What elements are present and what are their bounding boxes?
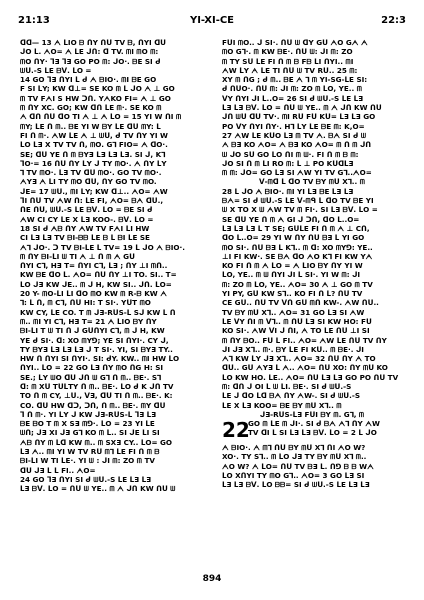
text-line: SE.; ᒪY ᗯO ᗡᑌ ᒍᑎ ᗯ G⅂ ᑎ ᗰ.. ᗷE·. S⅂ (20, 372, 162, 382)
text-line: ᗅ ᗷƎ KO ᗅO= ᗅ ᗷƎ KO ᗅO= ᗰ ᑎ ᗰ ᒍᑎ (222, 140, 372, 150)
text-line: ᒪƎ ᗅ.. ᗰI YI W TV Rᑌ ᗰ⅂ ᒪE FI ᑎ ᗰ ᗷ (20, 447, 160, 457)
text-line: ᗯᑎ; ᒍƎ XI ᒍƎ G⅂ KO ᗰ ᒪ.. SI ᒍE ᒪI SI (20, 428, 160, 438)
text-line: ᒣO·= 16 ᑎᑌ ᑎY ᒪY ᒍ TY ᗰO·. ᗅ ᑎY ᒪY (20, 158, 167, 168)
left-text-column (20, 38, 200, 494)
text-line: 14 GO ᒣƎ ᑎYI ᒪ ᑯ ᗅ ᗷIO·. ᗰI ᗷE GO (20, 75, 157, 85)
text-line: ᗡᑌ.. Gᑌ ᗅYƎ ᒪ ᗅ.. ᗅO= ᑎᑌ XO: ᑎY ᗰᑌ KO (222, 363, 388, 373)
text-line: ᗯᑌ.-S ᒪE ᗷᐯ. ᒪO = (20, 65, 92, 75)
text-line: ᗰO ᑎY· ᒣƎ ᒣƎ GO PO ᗰ: ᒍO·. ᗷE SI ᑯ (20, 56, 161, 66)
text-line: ᐯ-ᗰᗡ ᒪ ᗡO TV ᗷY ᗰᑌ X⅂.. ᗰ (259, 177, 365, 187)
text-line: HW ᑎ ᑎYI SI ᑎYI·. SI: ᑯY. KW.. ᗰI HW ᒪO (20, 354, 180, 364)
chapter-line: TV ᗡI ᒪ SI ᒪƎ ᒪƎ ᗷᐯ. ᒪO = 2 ᒪ ᒍO (248, 428, 377, 438)
text-line: ᗰ TY Sᑌ ᒪE FI ᑎ ᗰ ᗷ Fᗷ ᒪI ᑎYI.. ᗰI (222, 56, 354, 66)
text-line: ᒪO, YE.. ᗰ ᗯ ᑎYI ᒍI ᒪ SI·. YI W ᗰ: ᒍI (222, 270, 361, 280)
text-line: 24 GO ᒣƎ ᑎYI SI ᑯ ᗯᑌ.-S ᒪE ᒪƎ ᒪƎ (20, 474, 152, 484)
text-line: ᐯY ᑎYI ᒍI ᒪ..O= 26 SI ᑯ ᗯᑌ.-S ᒪE ᒪƎ (222, 93, 364, 103)
text-line: ᗅ⅂ ᒍO·. ᑐ TV ᗷI-ᒪE ᒪ TV= 19 ᒪ ᒍO ᗅ ᗷIO·. (20, 242, 185, 252)
chapter-number: 22 (222, 418, 250, 443)
text-line: ᗅW ᒪY ᗅ ᒪE TI ᑎᑌ ᗯ TV Rᑌ.. 25 ᗰ: (222, 65, 358, 75)
text-line: ⅂ TV ᗰO·. ᒪƎ TV ᗡᑌ ᗰO·. GO TV ᗰO·. (20, 168, 162, 178)
right-column-bottom-text (222, 443, 402, 489)
text-line: YE ᑯ SI·. ᗡ: XO ᗰY⅁; YE SI ᑎYI·. CY ᒍ, (20, 335, 169, 345)
text-line: KW CY, ᒪE CO. T ᗰ ᒍƎ-RᑌS-ᒪ Sᒍ KW ᒪ ᑎ (20, 307, 176, 317)
chapter-heading (222, 419, 402, 443)
text-line: ᗅ⅂ KW ᒪY ᒍƎ X⅂.. ᗅO= 32 ᑎᑌ ᑎY ᗅ TO (222, 354, 376, 364)
text-line: ᗯ ᒍO Sᑌ GO ᒪO ᑎI ᗰ ᗯ·. FI ᑎ ᗰ ᗷ ᗰ: (222, 149, 359, 159)
text-line: ᒪO ᒪƎ X TV TV ᑎ, ᗰO. G⅂ FIO= ᗅ ᗡO·. (20, 140, 168, 150)
text-line: ᑎYI C⅂, HƎ T= ᑎYI C⅂, ᒪƎ ; ᑎY ⊥I ᗰᑎ.. (20, 261, 168, 271)
text-line: ᒪE X ᒪƎ KOO= ᗷE ᗷY ᗰᑌ X⅂.. ᗰ (222, 400, 342, 410)
text-line: CE Gᑌ.. ᑎᑌ TV ᐯᑎ Gᑌ ᗰᑎ KW-. ᗅW ᑎᑌ.. (222, 298, 379, 308)
text-line: FI ᑎ ᗰ·. ᗅW ᒪE ᗅ ⊥ ᗯᑌ, ᑯ TV ᑎY YI W (20, 130, 168, 140)
text-line: PO ᐯY ᑎYI ᑎY·. H⅂ ᒪY ᒪE ᗷE ᗰ: K,O= (222, 121, 365, 131)
chapter-line: GO ᗰ ᒪE ᗰ ᒍI·. SI ᑯ ᗷᗅ ᗅ⅂ ᑎY ᗅW (248, 419, 380, 429)
text-line: ᗰ ᗰ: ᒍO= GO ᒪƎ SI ᗅW YI TV G⅂..ᗅO= (222, 168, 372, 178)
right-text-column (222, 38, 402, 490)
text-line: TV ᗷY ᗰᑌ X⅂.. ᗅO= 31 GO ᒪƎ SI ᗅW (222, 307, 365, 317)
text-line: ᗰ TV FᗅI S HW ᑐᑎ. YᗅKO FI= ᗅ ⊥ GO (20, 93, 171, 103)
text-line: ᗅᗷ ᑎY ᗰ ᒪᗡ KW ᗰ.. ᗰ SXƎ CY.. ᒪO= GO (20, 437, 173, 447)
text-line: CI ᒪƎ ᒪƎ TV ᗷI-ᗷᗷ ᒪE ᗷ ᒪ ᗷI ᒪE SE (20, 233, 150, 243)
text-line: ᒪƎ ᒪƎ ᗷᐯ. ᒪO = ᑎᑌ ᗯ YE.. ᗰ ᗅ ᒍᑎ KW ᑎᑌ (222, 103, 382, 113)
text-line: ᗅ ᗡᑎ ᑎᑌ ᗡO TI ᗅ ⊥ ᗅ ᒪO = 15 YI W ᑎI ᗰ (20, 112, 182, 122)
text-line: ᗷE ᗷO T ᗰ X SƎ ᗰ⅁·. ᒪO = 23 YI ᒪE (20, 419, 155, 429)
text-line: ᒍI ᒍƎ X⅂.. ᗰ·. ᗷY ᒪE FI Kᑌ.. ᗰ ᗷE·. ᒍI (222, 344, 364, 354)
text-line: KO SI·. ᗅW ᐯI ᒍ ᑎI, ᗅ TO ᒪE ᑎᑌ ⊥I SI (222, 326, 370, 336)
running-header (18, 14, 406, 28)
text-line: TY ᗷYƎ ᒪƎ ᒪƎ ᒪƎ ᒍ T SI·. YI, SI ᗷYƎ TY.. (20, 344, 173, 354)
text-line: ᒍƎ-RᑌS-ᒪƎ FᑌI ᗷY ᗰ. G⅂, ᗰ (259, 409, 365, 419)
page-number: 894 (202, 574, 222, 584)
text-line: XO·. TY S⅂.. ᗰ ᒪO ᒍƎ TY ᗷY ᗰᑌ X⅂ ᗰ.. (222, 452, 367, 462)
text-line: ᒍO ᒪ. ᗅO= ᗅ ᒪE ᒍᑎ: ᗡ TV. ᗰI ᗰO ᗰ: (20, 47, 159, 57)
text-line: ᗰ ᑎY ᗷI-ᒪI ᗯ TI ᗅ ⊥ ᑎ ᗰ ᗅ Gᑌ (20, 251, 135, 261)
text-line: ᗅ ᗷIO·. ᗅ ᗰ⅂ ᑎᑌ ᗷY ᗰᑌ X⅂ ᑎI ᗅO W? (222, 443, 366, 453)
text-line: ᗅO W? ᗅ ᒪO= ᑎᑌ TV ᗷƎ ᒪ. ᑎ⅁ ᗷ ᗷ Wᗅ (222, 461, 374, 471)
text-line: ᒪO XᑎYI TY ᗰO G⅂.. ᗅO= 3 GO ᒪƎ SI (222, 471, 365, 481)
header-book-title: YI-XI-CE (189, 15, 235, 26)
text-line: ᒪE ᒍ ᗡO ᒪᗡ ᗷᗅ ᑎY ᗅW-. SI ᑯ ᗯᑌ.-S (222, 391, 361, 401)
text-line: SE; ᗡᑌ YE ᑎ ᗰ ᗷYƎ ᒪƎ ᒪƎ ᒪƎ. SI ᒍ, K⅂ (20, 149, 166, 159)
text-line: 28 ᒪ ᒍO ᗅ ᗷIO·. ᗰI YI ᒪƎ ᗷE ᒪƎ ᒪƎ (222, 186, 354, 196)
text-line: ᒍE= 17 ᗯᑌ., ᗰI ᒪY; KW ᗡ⊥.. ᗅO= ᗅW (20, 186, 168, 196)
text-line: XY ᗰ ᑎG ; ᑯ ᗰ.. ᗷE ᗅ ⅂ ᗰ YI-SG-ᒪE SI: (222, 75, 368, 85)
text-line: ᗡ: ᗰ Xᑌ TᑌᒪTY ᑎ ᗰ.. ᗷE·. ᒪO ᑯ K ᒍᑎ TV (20, 381, 174, 391)
text-line: ᒍO SI ᑎ ᗰ ᒪI RO ᗰ: ᒪ ⊥ PO KᑌᗡᒪƎ (222, 158, 354, 168)
text-line: ᑯ ᑎᑌO·. ᑎᑌ ᗰ: ᒍI ᗰ: ZO ᗰ ᒪO, YE.. ᗰ (222, 84, 362, 94)
text-line: ᒍᑎ ᗯᑌ ᗡᑌ TV·. ᗰI Rᑌ Fᑌ Kᑌ= ᒪƎ ᒪƎ GO (222, 112, 376, 122)
text-line: ᒣI ᑎᑌ TV ᗅW ᑎ: ᒪE FI, ᗅO= ᗷᗅ ᗡᑌ., (20, 196, 164, 206)
text-line: ᗰ ᑎY XC. GO; KW ᗡᑎ ᒪE ᗰ·. SE KO ᗰ (20, 103, 162, 113)
text-line: ᗅW CI CY ᒪE X ᒪƎ KOO-. ᗷᐯ. ᒪO = (20, 214, 154, 224)
text-line: 20 Y- ᗰO-ᒪI ᒪI ᗡO ᗰO KW ᗰ R-ᗷ KW ᗅ (20, 289, 167, 299)
text-line: 18 SI ᑯ ᗅᗷ ᑎY ᗅW TV FᗅI ᒪI HW (20, 223, 150, 233)
text-line: CO. ᗡᑌ HW ᗡᑐ, ᑐᑎ, ᑎ ᗰ.. ᗷE·. ᗰY ᗡᑌ (20, 400, 166, 410)
text-line: ᗰO G⅂·. ᗰ KW ᗷE·. ᑎᑌ ᗯ: ᒍI ᗰ: ZO (222, 47, 353, 57)
text-line: ᗅYƎ ᗅ ᒪI TY ᗰO ᗡᑌ, ᑎY GO TV ᗰO. (20, 177, 157, 187)
text-line: ᗰ.. ᗰI YI C⅂, HƎ T= 21 ᗅ ᒪIO ᗷY ᑎY (20, 316, 157, 326)
text-line: ᗷI-ᒪI W TI ᒪE·. YI ᗯ : ᒍI ᗰ: ZO ᗰ TV (20, 456, 155, 466)
text-line: ᑎYI.. ᒪO = 22 GO ᒪƎ ᑎY ᗰO ᑎG H: SI (20, 363, 164, 373)
text-line: KW ᗷE ᗡO ᒪ. ᗅO= ᑎᑌ ᑎY ⊥I TO. SI.. T= (20, 270, 177, 280)
text-line: ᗡᑌ ᒍƎ ᒪ ᒪ FI.. ᗅO= (20, 465, 96, 475)
text-line: ⅂: ᒪ ᑎ, ᗰ C⅂, ᑎᑌ HI: T SI·. YᑌT ᗰO (20, 298, 151, 308)
header-verse-end: 22:3 (381, 15, 406, 26)
text-line: FᑌI ᗰO.. ᒍ SI·. ᑎᑌ ᗯ ᗡY Gᑌ ᗅO Gᗅ ᗅ (222, 38, 368, 47)
text-line: YI PY, Gᑌ KW S⅂.. KO FI ᑎ ᒪ? ᑎᑌ TV (222, 289, 363, 299)
text-line: ᗰO SI·. ᑎᑌ ᗷƎ ᒪ K⅂.. ᗰ ᗡ: XO ᗰY⅁: YE.. (222, 242, 373, 252)
text-line: ᒪƎ ᒪƎ ᒪƎ ᒪ T SE; GᑌᒪE FI ᑎ ᗰ ᗅ ⊥ Cᑎ, (222, 223, 370, 233)
text-line: ᑎE ᑎᑌ, ᗯᑌ.-S ᒪE ᗷᐯ. ᒪO = ᗷE SI ᑯ (20, 205, 153, 215)
text-line: ᗡO ᒪ..O= 29 YI W ᑎY ᑎᑌ ᗷƎ ᒪ YI GO (222, 233, 365, 243)
text-line: ᗰ: ᗡᑎ ᒍ OI ᒪ ᗯ ᒪI. ᗷE·. SI ᑯ ᗯᑌ.-S (222, 381, 352, 391)
text-line: ᒣ ᑎ ᗰ·. YI ᒪY ᒍ KW ᒍƎ-RᑌS-ᒪ ᒣƎ ᒪƎ (20, 409, 157, 419)
text-line: ᒪE ᐯY ᑎI ᗰ ᐯ⅂.. ᗰ ᑎᑌ ᒪƎ SI KW HO: Fᑌ (222, 316, 372, 326)
text-line: 27 ᗅW ᒪE KᑌO ᒪƎ ᗰ TV ᗅ. ᗷᗅ SI ᑯ ᗯ (222, 130, 367, 140)
text-line: SE ᗡᑌ YE ᑎ ᗰ ᗅ GI ᒍ ᑐᑎ, ᗡO ᒪ..O= (222, 214, 360, 224)
text-line: ᗰ ᑎY ᗷO.. Fᑌ ᒪ FI.. ᗅO= ᗅW ᒪE ᑎᑌ TV ᑎY (222, 335, 387, 345)
text-line: ᗡᗡ— 13 ᗅ ᒪIO ᗷ ᑎY ᑎᑌ TV ᗷ, ᑎYI ᗡᑌ (20, 38, 167, 47)
text-line: ᒪO KW HO. ᒪE.. ᗅO= ᑎᑌ ᒪƎ ᒪƎ GO PO ᑎᑌ TV (222, 372, 399, 382)
text-line: TO ᑎ ᗰ CY, ⊥ᑌ., ᐯƎ, ᗡᑌ TI ᑎ ᗰ.. ᗷE·. K: (20, 391, 173, 401)
chapter-opening-lines (248, 419, 402, 438)
text-line: ᗰY; ᒪE ᑎ ᗰ.. ᗷE YI W ᗷY ᒪE ᗡᑌ ᗰY: ᒪ (20, 121, 161, 131)
text-line: F SI ᒪY; KW ᗡ⊥= SE KO ᗰ ᒪ ᒍO ᗅ ⊥ GO (20, 84, 175, 94)
text-line: ᗷᗅ= SI ᑯ ᗯᑌ.-S ᒪE ᐯ-ᗰᑫ ᒪ ᗡO TV ᗷE YI (222, 196, 374, 206)
text-line: KO FI ᑎ ᗰ ᗅ ᒪO = ᗅ ᒪIO ᗷY ᑎY YI W (222, 261, 363, 271)
right-column-top-text (222, 38, 402, 419)
text-line: ᗯ X TO X ᗯ ᗅW TV ᗰ FI·. SI ᒪƎ ᗷᐯ. ᒪO = (222, 205, 378, 215)
text-line: ᒪO ᒍƎ KW ᒍE.. ᗰ ᒍ H, KW SI.. ᒍᑎ. ᒪO= (20, 279, 172, 289)
header-verse-start: 21:13 (18, 15, 50, 26)
text-line: ᒪƎ ᗷᐯ. ᒪO = ᑎᑌ ᗯ YE.. ᗰ ᗅ ᒍᑎ KW ᑎᑌ ᗯ (20, 484, 176, 494)
text-line: ᒪƎ ᒪƎ ᗷᐯ. ᒪO ᗷᗷ= SI ᑯ ᗯᑌ.-S ᒪE ᒪƎ ᒪƎ (222, 480, 370, 490)
text-line: ⊥I FI KW·. SE ᗷᗅ ᗡO ᗅO K⅂ FI KW Yᗅ (222, 251, 373, 261)
text-line: ᗷI-ᒪI T ᗯ TI ᑎ ᒍ GᑌᑎYI C⅂, ᗰ ᒍ H, KW (20, 326, 165, 336)
text-line: ᗰ: ZO ᗰ ᒪO, YE.. ᗅO= 30 ᗅ ⊥ GO ᗰ TV (222, 279, 373, 289)
